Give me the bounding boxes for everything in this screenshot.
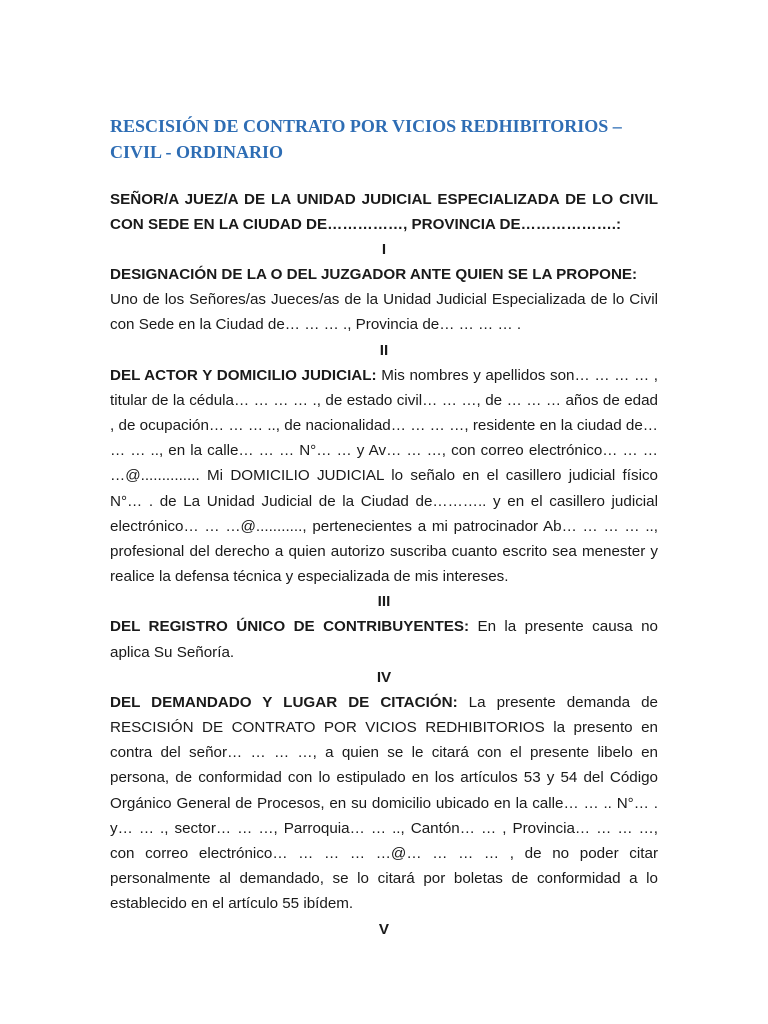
- section-body: En la presente causa no aplica Su Señoría.: [110, 618, 658, 661]
- section-5: [110, 917, 658, 942]
- document-title: RESCISIÓN DE CONTRATO POR VICIOS REDHIBITORIOS – CIVIL - ORDINARIO: [110, 116, 622, 162]
- section-body: Mis nombres y apellidos son… … … … , titular de la cédula… … … … ., de estado civil… … …, de … … … años de edad , de ocupación… … … .., de nacionalidad… … … …, residente en la ciudad de… … … .., en la calle… … … N°… … y Av… … …, con correo electrónico… … … …@.............. Mi DOMICILIO JUDICIAL lo señalo en el casillero judicial físico N°… . de La Unidad Judicial de la Ciudad de……….. y en el casillero judicial electrónico… … …@..........., pertenecientes a mi patrocinador Ab… … … … .., profesional del derecho a quien autorizo suscriba cuanto escrito sea menester y realice la defensa técnica y especializada de mis intereses.: [110, 366, 658, 586]
- section-number: III: [377, 593, 391, 611]
- section-3: [110, 589, 658, 664]
- section-text: [110, 690, 658, 917]
- section-1: [110, 237, 658, 338]
- section-text: [110, 363, 658, 590]
- section-heading: DEL ACTOR Y DOMICILIO JUDICIAL:: [110, 366, 377, 384]
- addressee: SEÑOR/A JUEZ/A DE LA UNIDAD JUDICIAL ESPECIALIZADA DE LO CIVIL CON SEDE EN LA CIUDAD DE……………, PROVINCIA DE……………….:: [110, 191, 658, 233]
- section-text: [110, 262, 658, 338]
- document-page: [110, 113, 658, 942]
- section-heading: DEL REGISTRO ÚNICO DE CONTRIBUYENTES:: [110, 618, 470, 636]
- section-2: [110, 338, 658, 590]
- section-body: Uno de los Señores/as Jueces/as de la Unidad Judicial Especializada de lo Civil con Sede en la Ciudad de… … … ., Provincia de… … … … .: [110, 291, 658, 334]
- section-number: II: [379, 341, 389, 359]
- section-body: La presente demanda de RESCISIÓN DE CONTRATO POR VICIOS REDHIBITORIOS la presento en contra del señor… … … …, a quien se le citará con el presente libelo en persona, de conformidad con lo estipulado en los artículos 53 y 54 del Código Orgánico General de Procesos, en su domicilio ubicado en la calle… … .. N°… . y… … ., sector… … …, Parroquia… … .., Cantón… … , Provincia… … … …, con correo electrónico… … … … …@… … … … , de no poder citar personalmente al demandado, se lo citará por boletas de conformidad a lo establecido en el artículo 55 ibídem.: [110, 693, 658, 913]
- section-number: I: [381, 241, 387, 258]
- section-4: [110, 665, 658, 917]
- section-number: V: [378, 920, 390, 938]
- section-heading: DESIGNACIÓN DE LA O DEL JUZGADOR ANTE QUIEN SE LA PROPONE:: [110, 266, 638, 283]
- section-heading: DEL DEMANDADO Y LUGAR DE CITACIÓN:: [110, 693, 458, 711]
- section-text: [110, 614, 658, 664]
- section-number: IV: [376, 668, 392, 686]
